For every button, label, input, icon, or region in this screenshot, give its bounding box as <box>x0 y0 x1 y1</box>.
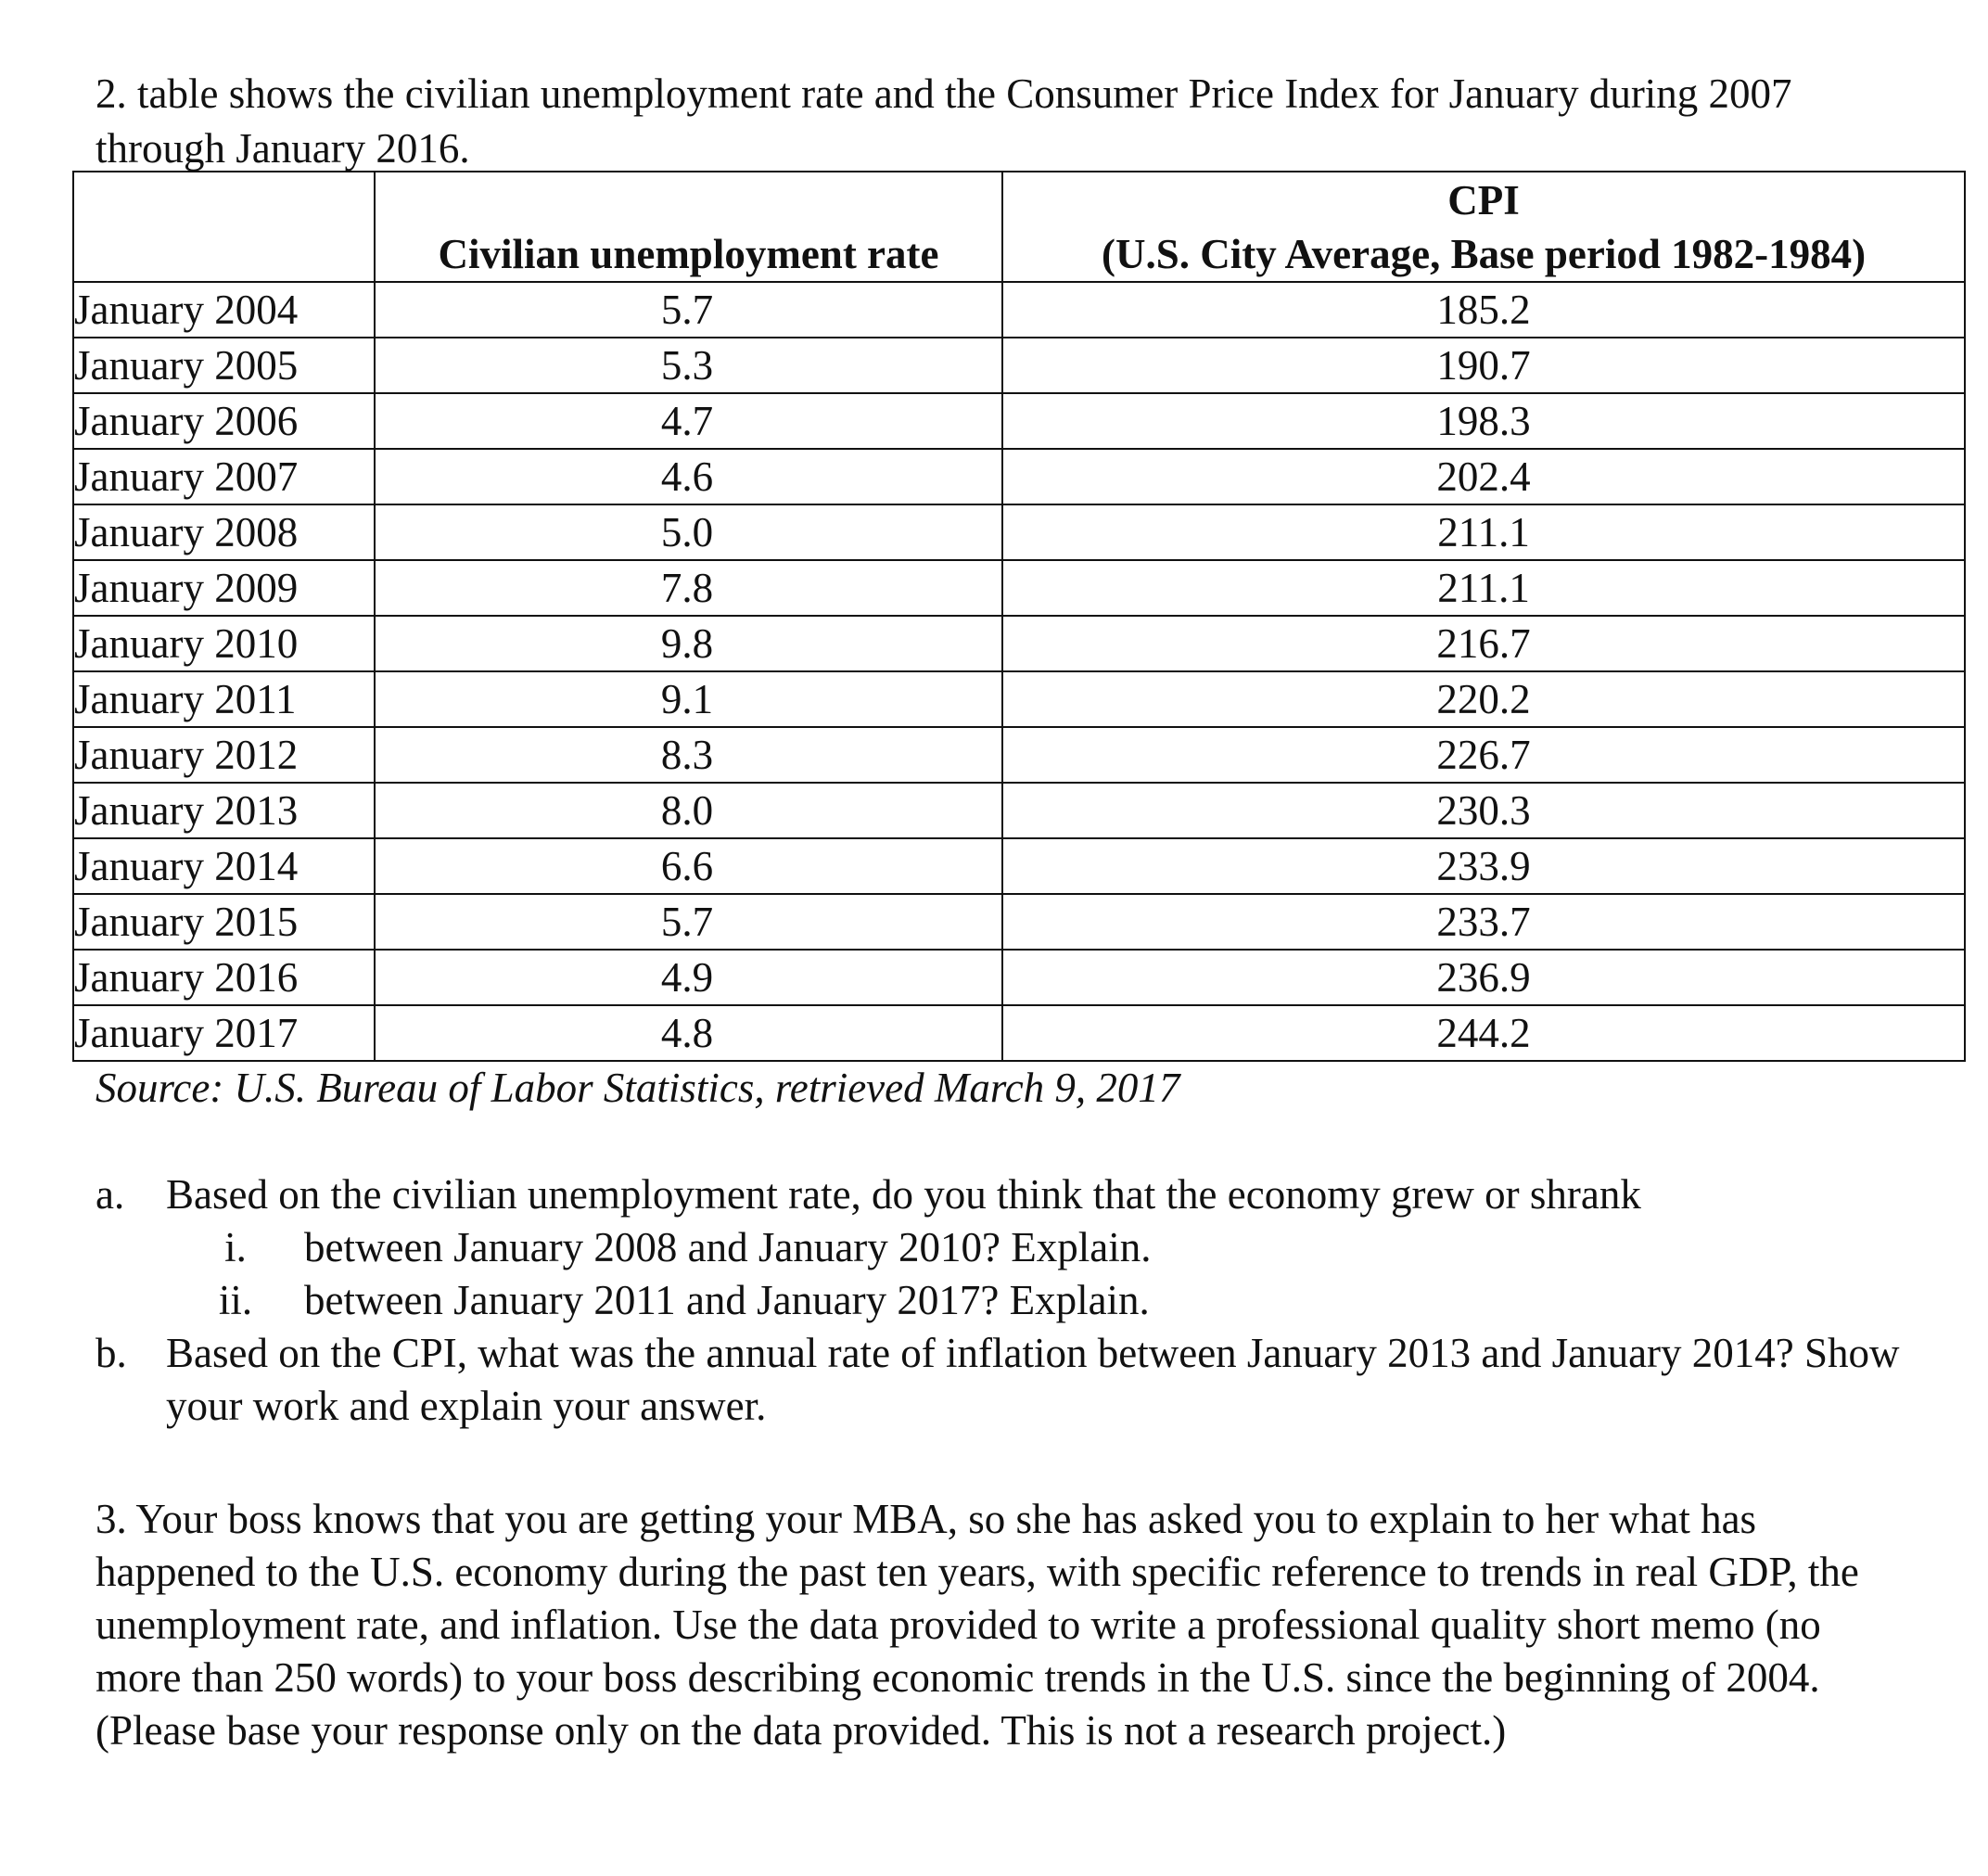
table-row <box>73 727 1965 783</box>
cpi-value: 236.9 <box>1002 950 1965 1005</box>
cpi-value: 185.2 <box>1002 282 1965 338</box>
table-row <box>73 504 1965 560</box>
table-row <box>73 616 1965 671</box>
header-unemployment: Civilian unemployment rate <box>375 172 1002 282</box>
cpi-value: 233.9 <box>1002 838 1965 894</box>
question-a-marker: a. <box>96 1171 125 1218</box>
unemployment-value: 4.6 <box>375 449 1002 504</box>
row-label: January 2012 <box>73 727 375 783</box>
question-b <box>96 1327 1931 1433</box>
question-b-text: Based on the CPI, what was the annual rate of inflation between January 2013 and January 2014? Show your work and explain your answer. <box>166 1330 1900 1429</box>
question-a-i <box>96 1221 1931 1274</box>
cpi-value: 244.2 <box>1002 1005 1965 1061</box>
unemployment-value: 9.8 <box>375 616 1002 671</box>
table-row <box>73 838 1965 894</box>
row-label: January 2005 <box>73 338 375 393</box>
unemployment-value: 9.1 <box>375 671 1002 727</box>
table-row <box>73 671 1965 727</box>
question-a-ii <box>96 1274 1931 1327</box>
table-row <box>73 560 1965 616</box>
row-label: January 2010 <box>73 616 375 671</box>
unemployment-value: 5.7 <box>375 282 1002 338</box>
table-header-row <box>73 172 1965 282</box>
row-label: January 2008 <box>73 504 375 560</box>
cpi-value: 211.1 <box>1002 504 1965 560</box>
cpi-value: 198.3 <box>1002 393 1965 449</box>
unemployment-value: 4.7 <box>375 393 1002 449</box>
row-label: January 2017 <box>73 1005 375 1061</box>
row-label: January 2009 <box>73 560 375 616</box>
table-row <box>73 338 1965 393</box>
header-cpi-subtitle: (U.S. City Average, Base period 1982-1984) <box>1102 231 1867 277</box>
unemployment-value: 8.0 <box>375 783 1002 838</box>
header-cpi <box>1002 172 1965 282</box>
cpi-value: 230.3 <box>1002 783 1965 838</box>
table-row <box>73 449 1965 504</box>
row-label: January 2013 <box>73 783 375 838</box>
question-a-i-marker: i. <box>224 1224 247 1270</box>
question-a-ii-marker: ii. <box>218 1277 253 1323</box>
row-label: January 2011 <box>73 671 375 727</box>
unemployment-value: 5.7 <box>375 894 1002 950</box>
question-2-intro: 2. table shows the civilian unemployment rate and the Consumer Price Index for January during 2007 through January 2016. <box>96 70 1792 172</box>
row-label: January 2004 <box>73 282 375 338</box>
cpi-value: 233.7 <box>1002 894 1965 950</box>
table-row <box>73 282 1965 338</box>
unemployment-value: 5.0 <box>375 504 1002 560</box>
table-body <box>73 282 1965 1061</box>
unemployment-cpi-table <box>72 171 1966 1062</box>
table-row <box>73 1005 1965 1061</box>
row-label: January 2014 <box>73 838 375 894</box>
question-list <box>96 1168 1931 1433</box>
cpi-value: 216.7 <box>1002 616 1965 671</box>
row-label: January 2006 <box>73 393 375 449</box>
cpi-value: 226.7 <box>1002 727 1965 783</box>
table-row <box>73 894 1965 950</box>
unemployment-value: 8.3 <box>375 727 1002 783</box>
question-b-marker: b. <box>96 1330 127 1376</box>
question-a-text: Based on the civilian unemployment rate, do you think that the economy grew or shrank <box>166 1171 1641 1218</box>
row-label: January 2007 <box>73 449 375 504</box>
unemployment-value: 6.6 <box>375 838 1002 894</box>
unemployment-value: 5.3 <box>375 338 1002 393</box>
cpi-value: 211.1 <box>1002 560 1965 616</box>
table-row <box>73 950 1965 1005</box>
question-a-i-text: between January 2008 and January 2010? Explain. <box>304 1224 1152 1270</box>
header-blank <box>73 172 375 282</box>
row-label: January 2015 <box>73 894 375 950</box>
row-label: January 2016 <box>73 950 375 1005</box>
unemployment-value: 7.8 <box>375 560 1002 616</box>
unemployment-value: 4.9 <box>375 950 1002 1005</box>
cpi-value: 190.7 <box>1002 338 1965 393</box>
header-cpi-title: CPI <box>1447 177 1520 223</box>
cpi-value: 220.2 <box>1002 671 1965 727</box>
cpi-value: 202.4 <box>1002 449 1965 504</box>
question-3-memo: 3. Your boss knows that you are getting your MBA, so she has asked you to explain to her what has happened to the U.S. economy during the past ten years, with specific reference to trends in real GDP, the unemployment rate, and inflation. Use the data provided to write a professional quality short memo (no more than 250 words) to your boss describing economic trends in the U.S. since the beginning of 2004. (Please base your response only on the data provided. This is not a research project.) <box>96 1496 1859 1754</box>
table-row <box>73 393 1965 449</box>
unemployment-value: 4.8 <box>375 1005 1002 1061</box>
question-a <box>96 1168 1931 1221</box>
source-note: Source: U.S. Bureau of Labor Statistics, retrieved March 9, 2017 <box>96 1065 1180 1111</box>
question-a-ii-text: between January 2011 and January 2017? Explain. <box>304 1277 1150 1323</box>
table-row <box>73 783 1965 838</box>
